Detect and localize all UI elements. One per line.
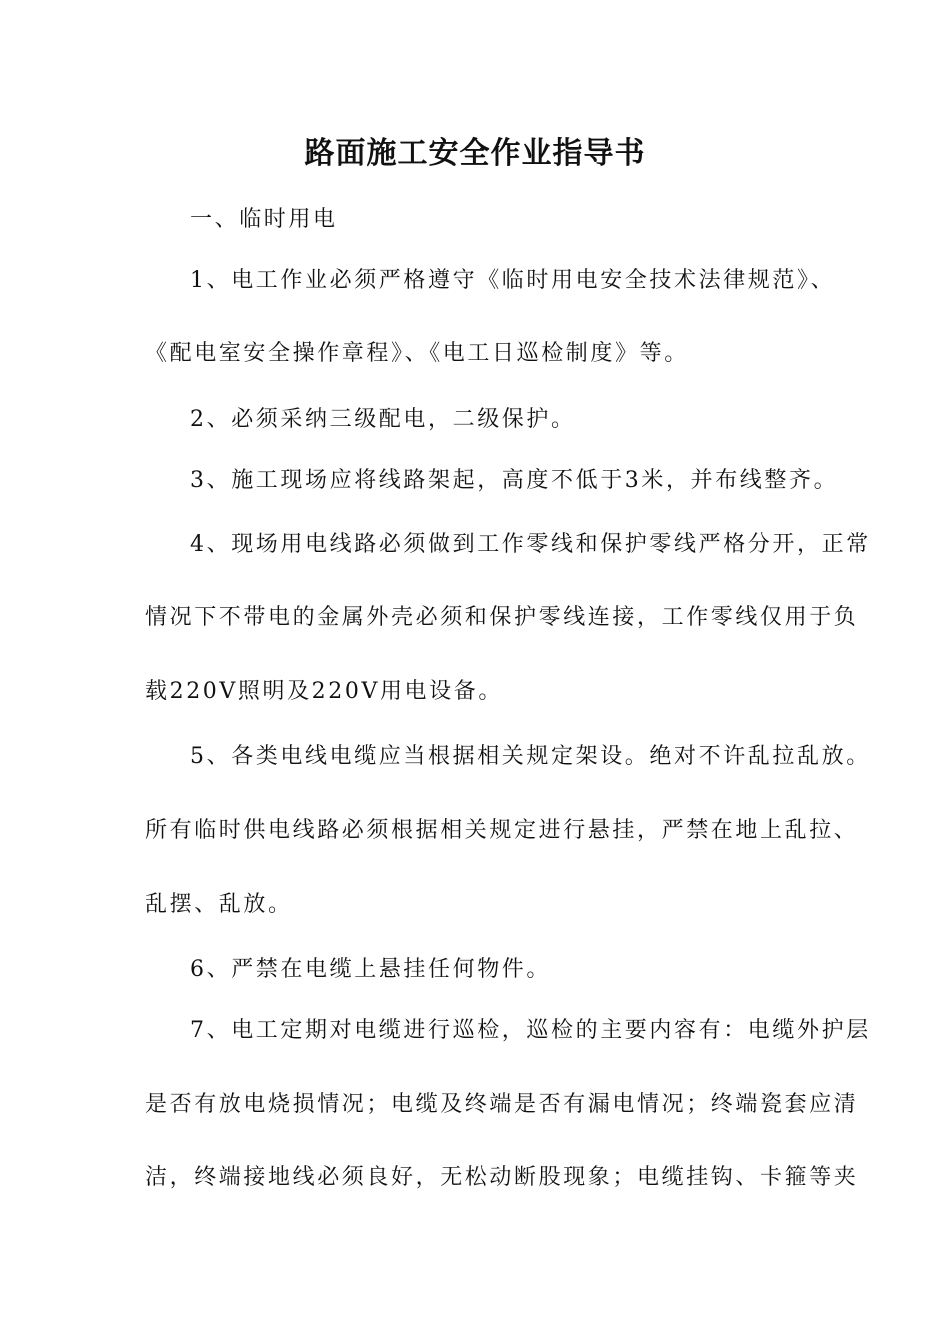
paragraph-line-3: 2、必须采纳三级配电，二级保护。 [190,407,576,432]
paragraph-line-13: 是否有放电烧损情况；电缆及终端是否有漏电情况；终端瓷套应清 [145,1092,859,1117]
paragraph-line-9: 所有临时供电线路必须根据相关规定进行悬挂，严禁在地上乱拉、 [145,818,859,843]
paragraph-line-6: 情况下不带电的金属外壳必须和保护零线连接，工作零线仅用于负 [145,605,859,630]
paragraph-line-8: 5、各类电线电缆应当根据相关规定架设。绝对不许乱拉乱放。 [190,744,871,769]
paragraph-line-4: 3、施工现场应将线路架起，高度不低于3米，并布线整齐。 [190,468,839,493]
paragraph-line-14: 洁，终端接地线必须良好，无松动断股现象；电缆挂钩、卡箍等夹 [145,1165,859,1190]
paragraph-line-10: 乱摆、乱放。 [145,892,293,917]
paragraph-line-12: 7、电工定期对电缆进行巡检，巡检的主要内容有：电缆外护层 [190,1018,871,1043]
paragraph-line-1: 1、电工作业必须严格遵守《临时用电安全技术法律规范》、 [190,268,836,293]
paragraph-line-2: 《配电室安全操作章程》、《电工日巡检制度》等。 [145,341,689,366]
section-heading: 一、临时用电 [190,207,338,232]
paragraph-line-7: 载220V照明及220V用电设备。 [145,679,503,704]
paragraph-line-11: 6、严禁在电缆上悬挂任何物件。 [190,957,551,982]
document-title: 路面施工安全作业指导书 [304,136,646,171]
paragraph-line-5: 4、现场用电线路必须做到工作零线和保护零线严格分开，正常 [190,532,871,557]
